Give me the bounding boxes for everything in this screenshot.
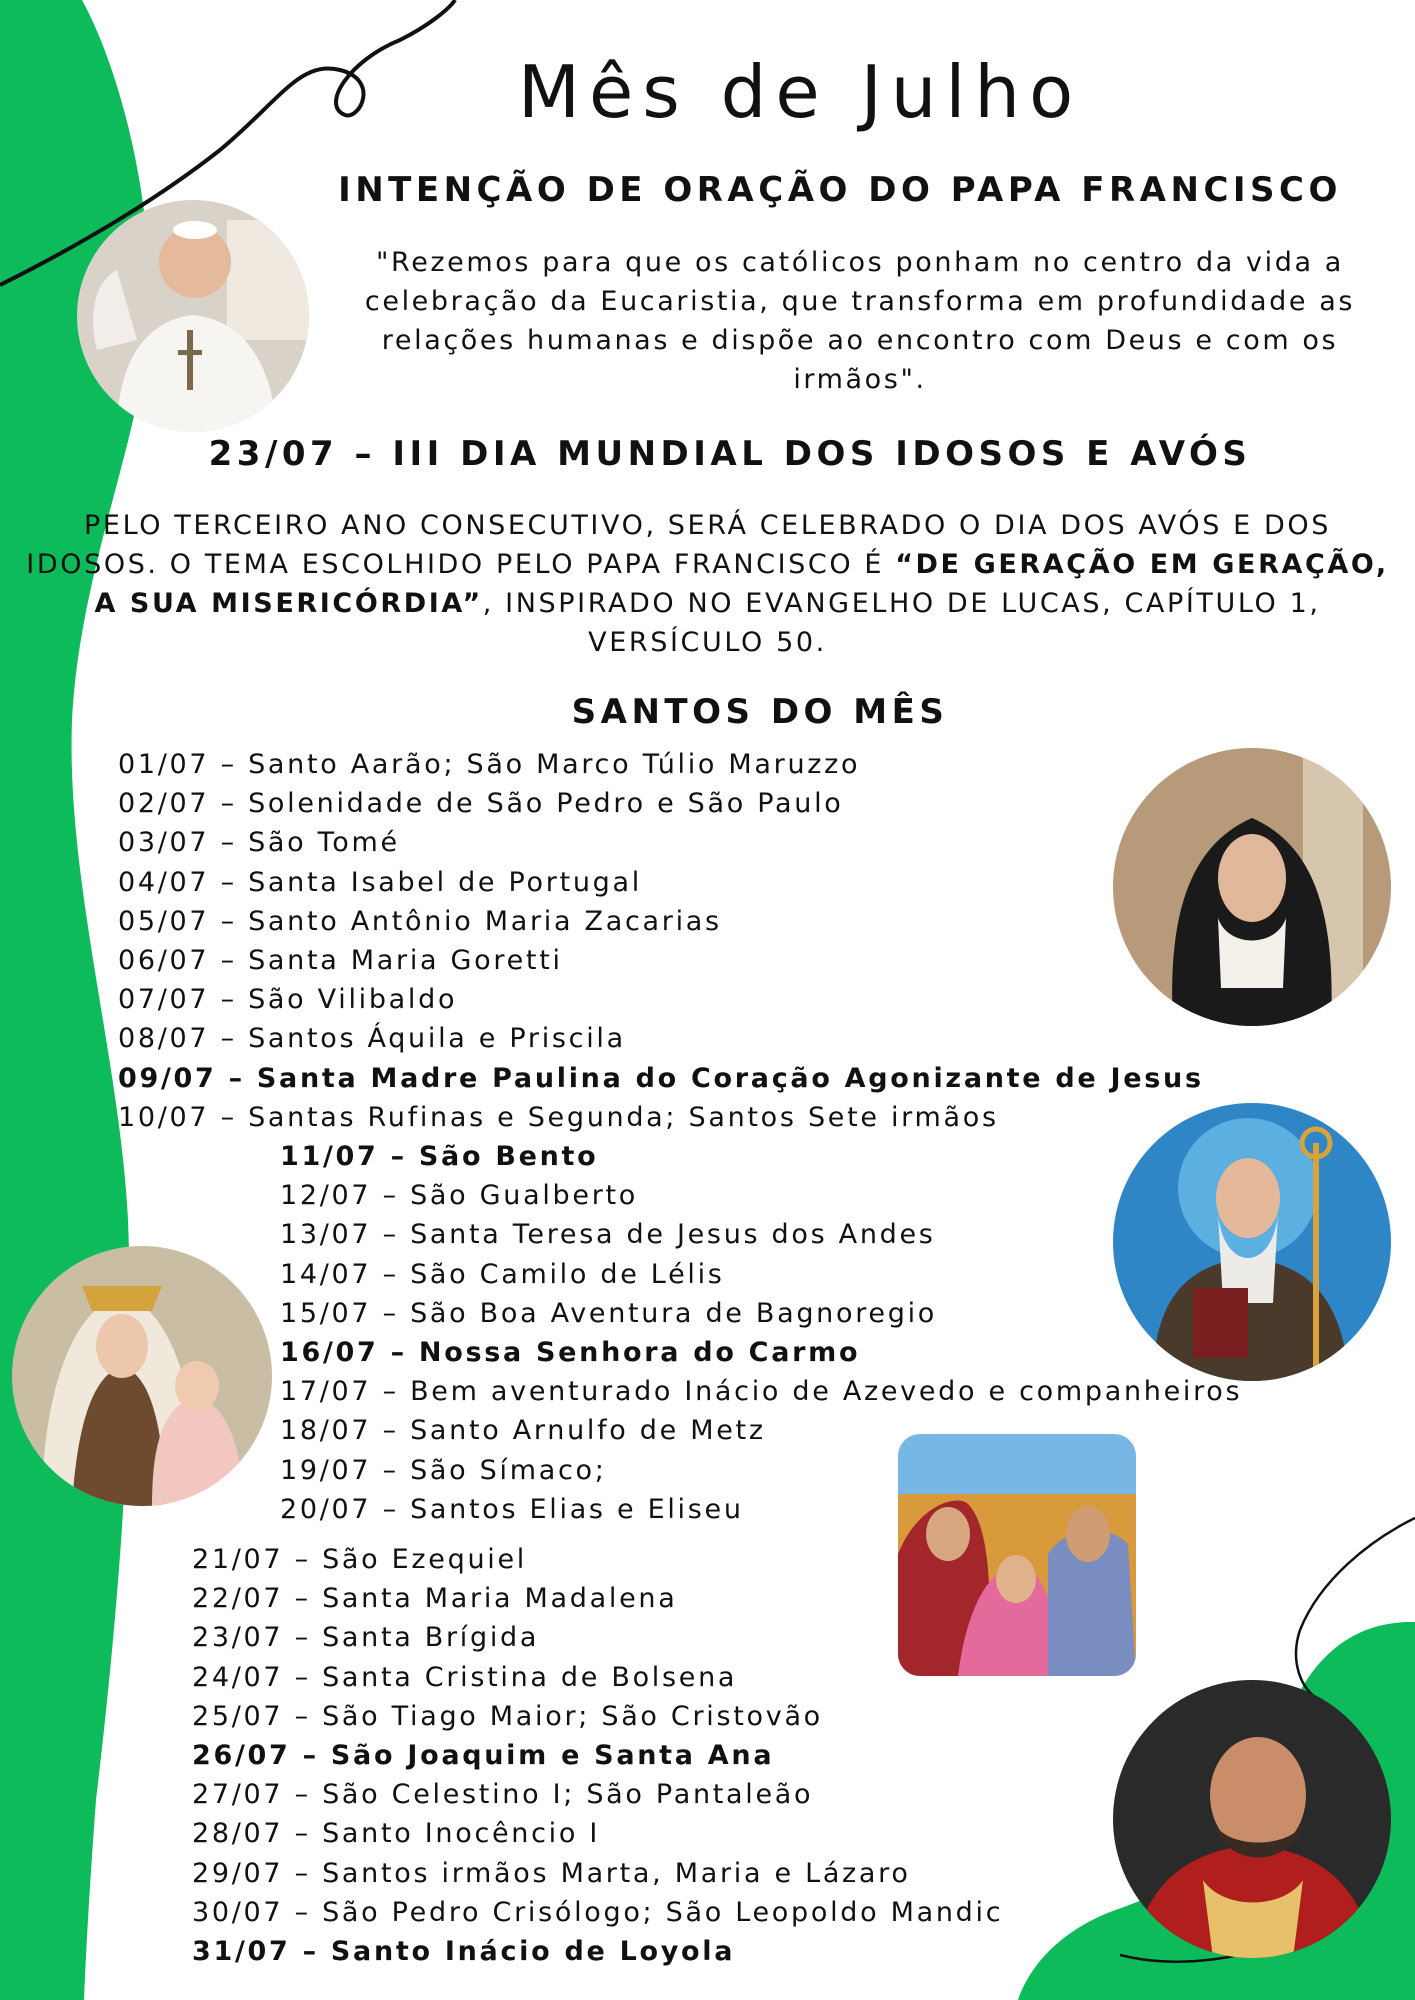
saint-list-item: 31/07 – Santo Inácio de Loyola [192,1936,736,1967]
saint-list-item: 02/07 – Solenidade de São Pedro e São Paulo [118,788,844,820]
page-title: Mês de Julho [517,50,1083,134]
saint-list-item: 03/07 – São Tomé [118,827,400,859]
saint-list-item: 26/07 – São Joaquim e Santa Ana [192,1740,775,1771]
saints-heading: SANTOS DO MÊS [571,692,949,732]
prayer-intention-heading: INTENÇÃO DE ORAÇÃO DO PAPA FRANCISCO [338,170,1342,210]
saint-list-item: 16/07 – Nossa Senhora do Carmo [280,1337,861,1368]
saint-list-item: 30/07 – São Pedro Crisólogo; São Leopoldo Mandic [192,1896,1004,1928]
saint-list-item: 08/07 – Santos Áquila e Priscila [118,1023,626,1055]
saint-list-item: 11/07 – São Bento [280,1141,599,1172]
saint-list-item: 17/07 – Bem aventurado Inácio de Azevedo e companheiros [280,1376,1243,1408]
saint-list-item: 21/07 – São Ezequiel [192,1544,527,1575]
saint-list-item: 04/07 – Santa Isabel de Portugal [118,866,642,898]
saint-list-item: 25/07 – São Tiago Maior; São Cristovão [192,1700,823,1732]
nun-portrait [1113,748,1391,1026]
saint-list-item: 20/07 – Santos Elias e Eliseu [280,1493,744,1525]
event-heading: 23/07 – III DIA MUNDIAL DOS IDOSOS E AVÓS [208,434,1252,474]
ignatius-portrait [1113,1680,1391,1958]
saint-list-item: 28/07 – Santo Inocêncio I [192,1818,601,1850]
event-description [20,506,1395,662]
saint-list-item: 14/07 – São Camilo de Lélis [280,1258,725,1290]
event-theme-bold: “DE GERAÇÃO EM GERAÇÃO, A SUA MISERICÓRDIA” [94,549,1389,619]
pope-francis-photo [77,200,309,432]
saint-list-item: 06/07 – Santa Maria Goretti [118,945,563,976]
saint-list-item: 07/07 – São Vilibaldo [118,984,458,1016]
saint-list-item: 23/07 – Santa Brígida [192,1622,540,1654]
saint-list-item: 29/07 – Santos irmãos Marta, Maria e Lázaro [192,1857,911,1889]
saint-list-item: 15/07 – São Boa Aventura de Bagnoregio [280,1297,937,1329]
prayer-intention-quote: "Rezemos para que os católicos ponham no centro da vida a celebração da Eucaristia, que transforma em profundidade as relações humanas e dispõe ao encontro com Deus e com os irmãos". [364,247,1356,395]
saint-list-item: 01/07 – Santo Aarão; São Marco Túlio Maruzzo [118,749,861,780]
holy-family-icon [898,1434,1136,1676]
saint-list-item: 19/07 – São Símaco; [280,1454,607,1486]
saint-list-item: 24/07 – Santa Cristina de Bolsena [192,1661,738,1693]
saint-list-item: 18/07 – Santo Arnulfo de Metz [280,1415,766,1447]
saint-list-item: 09/07 – Santa Madre Paulina do Coração Agonizante de Jesus [118,1062,1204,1094]
saint-list-item: 27/07 – São Celestino I; São Pantaleão [192,1779,814,1811]
saint-list-item: 13/07 – Santa Teresa de Jesus dos Andes [280,1219,936,1251]
our-lady-of-carmel-statue [12,1246,272,1506]
event-text-before: PELO TERCEIRO ANO CONSECUTIVO, SERÁ CELEBRADO O DIA DOS AVÓS E DOS IDOSOS. O TEMA ESCOLHIDO PELO PAPA FRANCISCO É [26,510,1331,580]
saint-list-item: 10/07 – Santas Rufinas e Segunda; Santos Sete irmãos [118,1101,999,1133]
saint-benedict-icon [1113,1103,1391,1381]
event-text-after: , INSPIRADO NO EVANGELHO DE LUCAS, CAPÍTULO 1, VERSÍCULO 50. [482,588,1321,658]
saint-list-item: 12/07 – São Gualberto [280,1180,638,1212]
saint-list-item: 05/07 – Santo Antônio Maria Zacarias [118,905,722,937]
saint-list-item: 22/07 – Santa Maria Madalena [192,1583,678,1615]
